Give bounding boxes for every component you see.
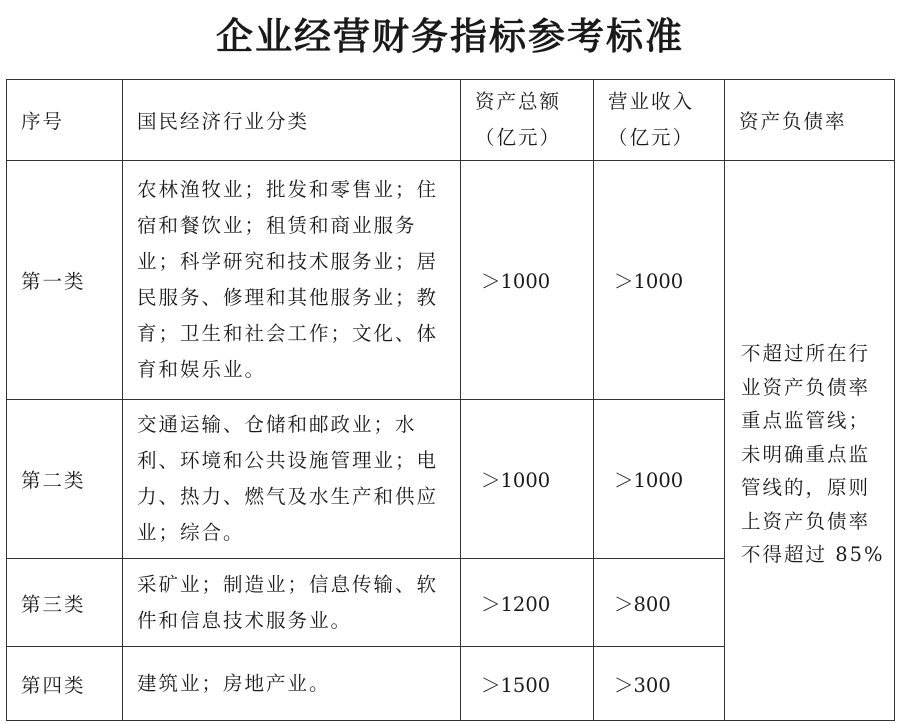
revenue-cell: ＞300	[594, 647, 725, 721]
header-total-assets-label: 资产总额	[475, 90, 562, 113]
industries-cell: 交通运输、仓储和邮政业；水利、环境和公共设施管理业；电力、热力、燃气及水生产和供应业；综合。	[123, 400, 461, 559]
header-debt-ratio: 资产负债率	[725, 80, 895, 161]
header-revenue-label: 营业收入	[608, 90, 695, 113]
header-revenue-unit: （亿元）	[608, 126, 695, 149]
page-title: 企业经营财务指标参考标准	[216, 15, 684, 58]
industries-cell: 建筑业；房地产业。	[123, 647, 461, 721]
revenue-cell: ＞1000	[594, 400, 725, 559]
header-total-assets-unit: （亿元）	[475, 126, 562, 149]
revenue-cell: ＞1000	[594, 161, 725, 400]
table-row	[7, 161, 895, 400]
standards-table	[6, 79, 895, 721]
category-cell: 第四类	[7, 647, 123, 721]
category-cell: 第一类	[7, 161, 123, 400]
debt-ratio-cell: 不超过所在行业资产负债率重点监管线；未明确重点监管线的，原则上资产负债率不得超过 85%	[725, 161, 895, 721]
total-assets-cell: ＞1200	[461, 559, 594, 647]
total-assets-cell: ＞1500	[461, 647, 594, 721]
table-header-row	[7, 80, 895, 161]
industries-cell: 采矿业；制造业；信息传输、软件和信息技术服务业。	[123, 559, 461, 647]
category-cell: 第三类	[7, 559, 123, 647]
total-assets-cell: ＞1000	[461, 400, 594, 559]
header-total-assets	[461, 80, 594, 161]
revenue-cell: ＞800	[594, 559, 725, 647]
industries-cell: 农林渔牧业；批发和零售业；住宿和餐饮业；租赁和商业服务业；科学研究和技术服务业；居民服务、修理和其他服务业；教育；卫生和社会工作；文化、体育和娱乐业。	[123, 161, 461, 400]
total-assets-cell: ＞1000	[461, 161, 594, 400]
category-cell: 第二类	[7, 400, 123, 559]
header-industry: 国民经济行业分类	[123, 80, 461, 161]
header-revenue	[594, 80, 725, 161]
header-seq: 序号	[7, 80, 123, 161]
